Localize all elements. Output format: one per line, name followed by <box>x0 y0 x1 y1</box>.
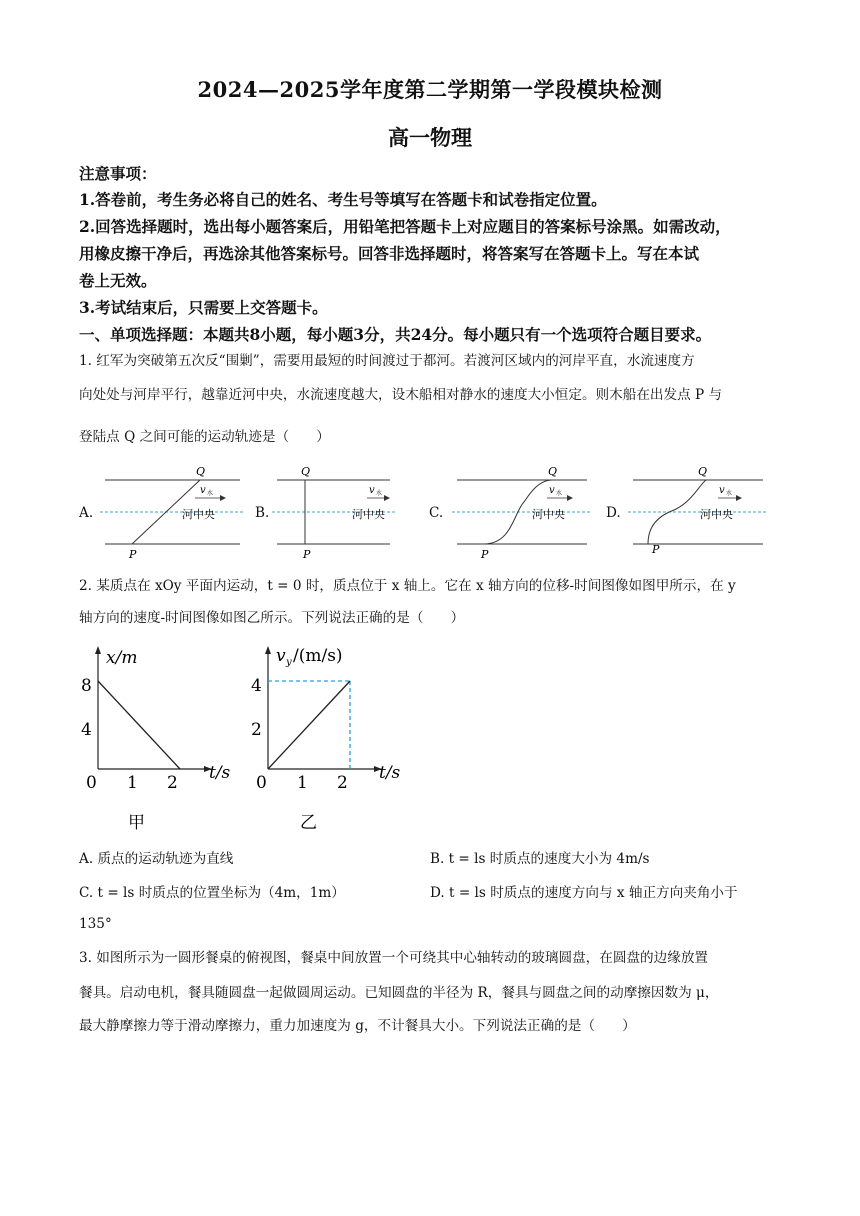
q1-line: 登陆点 Q 之间可能的运动轨迹是（ ） <box>79 429 330 445</box>
label-v: v <box>200 485 206 496</box>
section-heading: 一、单项选择题：本题共8小题，每小题3分，共24分。每小题只有一个选项符合题目要求。 <box>79 325 712 344</box>
ylabel-yi-sub: y <box>286 657 292 668</box>
label-p: P <box>303 548 311 560</box>
q1-figure-d <box>628 460 778 560</box>
xtick-1: 1 <box>127 773 138 793</box>
note-line: 用橡皮擦干净后，再选涂其他答案标号。回答非选择题时，将答案写在答题卡上。写在本试 <box>79 244 700 263</box>
label-center: 河中央 <box>532 508 565 521</box>
label-center: 河中央 <box>182 508 215 521</box>
q1-figure-a <box>100 460 250 560</box>
q1-line: 1. 红军为突破第五次反“围剿”，需要用最短的时间渡过于都河。若渡河区域内的河岸平直，水流速度方 <box>79 353 695 369</box>
xlabel-yi: t/s <box>379 763 401 783</box>
ytick-2: 2 <box>251 720 262 740</box>
label-center: 河中央 <box>700 508 733 521</box>
label-p: P <box>481 548 489 560</box>
q1-figure-b <box>272 460 422 560</box>
series-line-jia <box>98 681 180 769</box>
label-v-sub: 水 <box>376 490 383 497</box>
q2-option-a: A. 质点的运动轨迹为直线 <box>79 851 234 867</box>
q2-option-c: C. t = ls 时质点的位置坐标为（4m，1m） <box>79 885 345 901</box>
label-center: 河中央 <box>352 508 385 521</box>
label-q: Q <box>698 465 708 478</box>
subject-title: 高一物理 <box>388 125 472 150</box>
notes-heading: 注意事项： <box>79 164 157 183</box>
ytick-8: 8 <box>81 676 92 696</box>
note-line: 2.回答选择题时，选出每小题答案后，用铅笔把答题卡上对应题目的答案标号涂黑。如需改动， <box>79 217 731 236</box>
xtick-0: 0 <box>86 773 97 793</box>
label-v-sub: 水 <box>726 490 733 497</box>
label-p: P <box>129 548 137 560</box>
label-q: Q <box>548 465 558 478</box>
q1-option-a: A. <box>79 505 94 521</box>
note-line: 1.答卷前，考生务必将自己的姓名、考生号等填写在答题卡和试卷指定位置。 <box>79 190 607 209</box>
q1-option-c: C. <box>429 505 444 521</box>
q1-line: 向处处与河岸平行，越靠近河中央，水流速度越大，设木船相对静水的速度大小恒定。则木船在出发点 P 与 <box>79 387 723 403</box>
q3-line: 最大静摩擦力等于滑动摩擦力，重力加速度为 g，不计餐具大小。下列说法正确的是（ ） <box>79 1018 636 1034</box>
q2-option-d-cont: 135° <box>79 916 112 932</box>
ytick-4: 4 <box>81 720 92 740</box>
ytick-4: 4 <box>251 676 262 696</box>
q3-line: 餐具。启动电机，餐具随圆盘一起做圆周运动。已知圆盘的半径为 R，餐具与圆盘之间的动摩擦因数为 μ， <box>79 985 719 1001</box>
label-q: Q <box>196 465 206 478</box>
note-line: 卷上无效。 <box>79 271 157 290</box>
ylabel-yi: v <box>276 646 286 666</box>
caption-yi: 乙 <box>300 813 317 833</box>
xtick-2: 2 <box>337 773 348 793</box>
q1-option-d: D. <box>606 505 621 521</box>
q2-option-d: D. t = ls 时质点的速度方向与 x 轴正方向夹角小于 <box>430 885 738 901</box>
label-v: v <box>719 485 725 496</box>
label-v: v <box>549 485 555 496</box>
ylabel-yi-unit: /(m/s) <box>293 646 343 666</box>
series-line-yi <box>268 681 350 769</box>
q2-option-b: B. t = ls 时质点的速度大小为 4m/s <box>430 851 650 867</box>
label-v-sub: 水 <box>207 490 214 497</box>
ylabel-jia: x/m <box>106 648 138 668</box>
xlabel-jia: t/s <box>209 763 231 783</box>
q1-option-b: B. <box>255 505 270 521</box>
q2-line: 轴方向的速度-时间图像如图乙所示。下列说法正确的是（ ） <box>79 610 465 626</box>
label-q: Q <box>301 465 311 478</box>
caption-jia: 甲 <box>128 813 145 833</box>
q2-line: 2. 某质点在 xOy 平面内运动，t = 0 时，质点位于 x 轴上。它在 x 轴方向的位移-时间图像如图甲所示，在 y <box>79 578 736 594</box>
xtick-2: 2 <box>167 773 178 793</box>
label-v-sub: 水 <box>556 490 563 497</box>
label-p: P <box>652 543 660 556</box>
exam-title: 2024—2025学年度第二学期第一学段模块检测 <box>197 77 663 102</box>
xtick-1: 1 <box>297 773 308 793</box>
note-line: 3.考试结束后，只需要上交答题卡。 <box>79 298 328 317</box>
graph-jia <box>76 640 251 835</box>
graph-yi <box>246 640 421 835</box>
q1-figure-c <box>452 460 602 560</box>
label-v: v <box>369 485 375 496</box>
q3-line: 3. 如图所示为一圆形餐桌的俯视图，餐桌中间放置一个可绕其中心轴转动的玻璃圆盘，在圆盘的边缘放置 <box>79 950 709 966</box>
xtick-0: 0 <box>256 773 267 793</box>
